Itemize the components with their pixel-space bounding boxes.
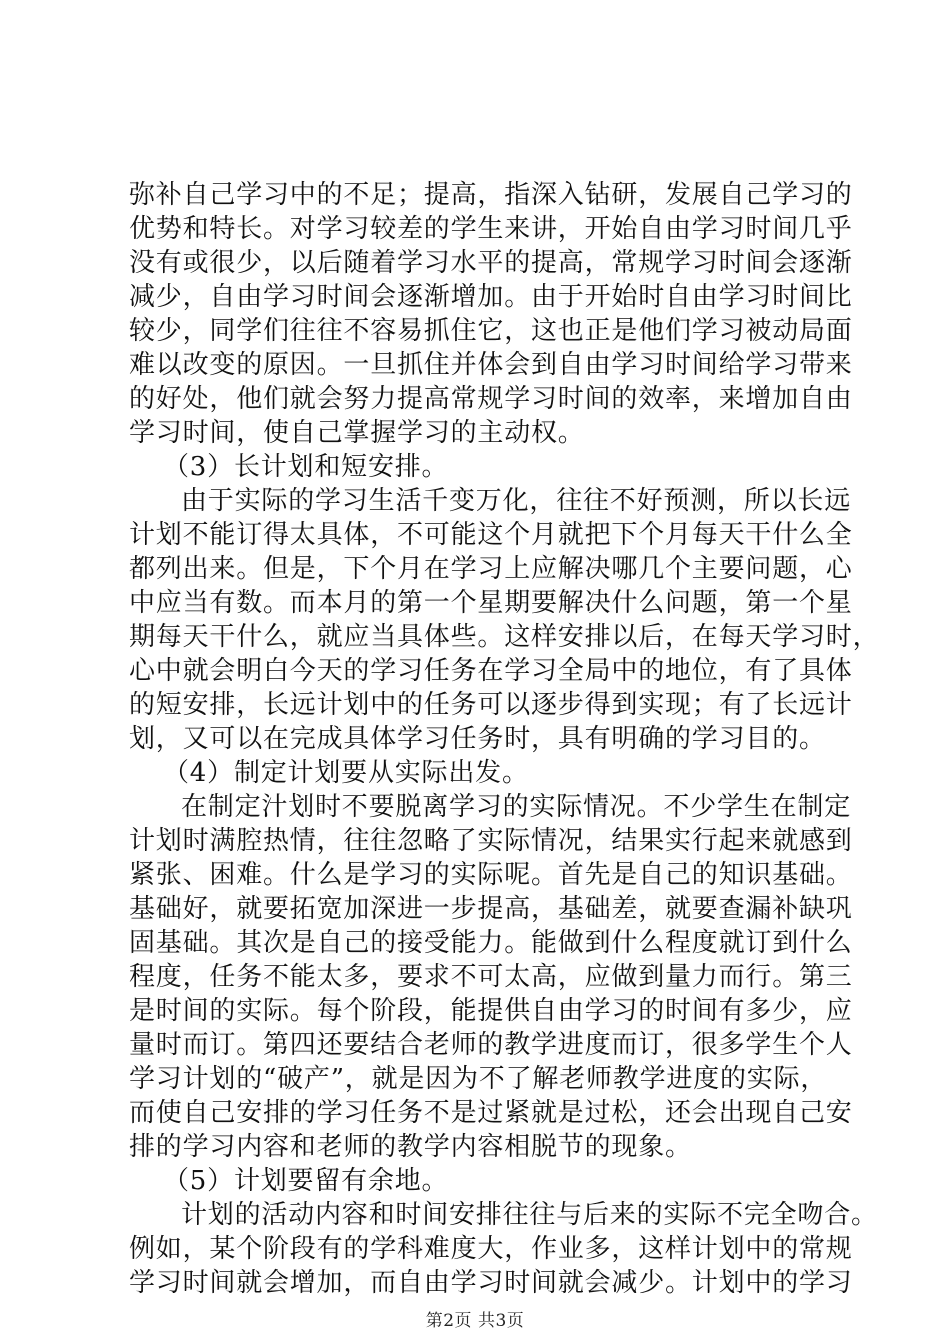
- text-line: 较少，同学们往往不容易抓住它，这也正是他们学习被动局面: [129, 316, 853, 346]
- text-line: 弥补自己学习中的不足；提高，指深入钻研，发展自己学习的: [129, 180, 853, 210]
- text-line: 紧张、困难。什么是学习的实际呢。首先是自己的知识基础。: [129, 860, 853, 890]
- text-line: 中应当有数。而本月的第一个星期要解决什么问题，第一个星: [129, 588, 853, 618]
- text-line: 量时而订。第四还要结合老师的教学进度而订，很多学生个人: [129, 1030, 853, 1060]
- text-line: 减少，自由学习时间会逐渐增加。由于开始时自由学习时间比: [129, 282, 853, 312]
- text-line: 排的学习内容和老师的教学内容相脱节的现象。: [129, 1132, 692, 1162]
- text-line: 学习计划的“破产”，就是因为不了解老师教学进度的实际，: [129, 1064, 828, 1094]
- section-heading: （3）长计划和短安排。: [163, 452, 449, 482]
- page-number-footer: 第2页 共3页: [425, 1311, 525, 1331]
- text-line: 计划不能订得太具体，不可能这个月就把下个月每天干什么全: [129, 520, 853, 550]
- text-line: 学习时间就会增加，而自由学习时间就会减少。计划中的学习: [129, 1268, 853, 1298]
- text-line: 是时间的实际。每个阶段，能提供自由学习的时间有多少，应: [129, 996, 853, 1026]
- text-line: 都列出来。但是，下个月在学习上应解决哪几个主要问题，心: [129, 554, 853, 584]
- text-line: 难以改变的原因。一旦抓住并体会到自由学习时间给学习带来: [129, 350, 853, 380]
- text-line: 期每天干什么，就应当具体些。这样安排以后，在每天学习时，: [129, 622, 880, 652]
- text-line: 基础好，就要拓宽加深进一步提高，基础差，就要查漏补缺巩: [129, 894, 853, 924]
- text-line: 由于实际的学习生活千变万化，往往不好预测，所以长远: [181, 486, 852, 516]
- text-line: 计划的活动内容和时间安排往往与后来的实际不完全吻合。: [181, 1200, 878, 1230]
- text-line: 学习时间，使自己掌握学习的主动权。: [129, 418, 585, 448]
- text-line: 程度，任务不能太多，要求不可太高，应做到量力而行。第三: [129, 962, 853, 992]
- text-line: 固基础。其次是自己的接受能力。能做到什么程度就订到什么: [129, 928, 853, 958]
- text-line: 的好处，他们就会努力提高常规学习时间的效率，来增加自由: [129, 384, 853, 414]
- text-line: 心中就会明白今天的学习任务在学习全局中的地位，有了具体: [129, 656, 853, 686]
- section-heading: （4）制定计划要从实际出发。: [163, 758, 529, 788]
- section-heading: （5）计划要留有余地。: [163, 1166, 449, 1196]
- text-line: 划，又可以在完成具体学习任务时，具有明确的学习目的。: [129, 724, 826, 754]
- text-line: 优势和特长。对学习较差的学生来讲，开始自由学习时间几乎: [129, 214, 853, 244]
- text-line: 例如，某个阶段有的学科难度大，作业多，这样计划中的常规: [129, 1234, 853, 1264]
- text-line: 没有或很少，以后随着学习水平的提高，常规学习时间会逐渐: [129, 248, 853, 278]
- text-line: 的短安排，长远计划中的任务可以逐步得到实现；有了长远计: [129, 690, 853, 720]
- text-line: 计划时满腔热情，往往忽略了实际情况，结果实行起来就感到: [129, 826, 853, 856]
- text-line: 在制定汁划时不要脱离学习的实际情况。不少学生在制定: [181, 792, 852, 822]
- text-line: 而使自己安排的学习任务不是过紧就是过松，还会出现自己安: [129, 1098, 853, 1128]
